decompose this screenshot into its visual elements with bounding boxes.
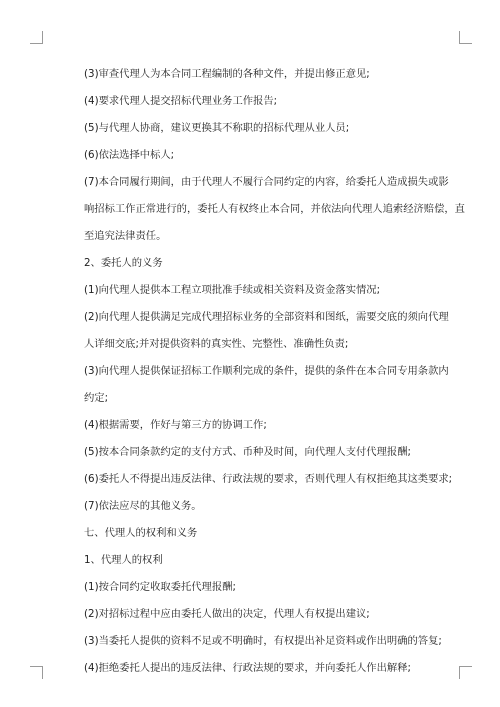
text-line: (2)向代理人提供满足完成代理招标业务的全部资料和图纸，需要交底的须向代理 [84, 311, 449, 323]
document-body [84, 64, 465, 675]
text-line: (1)按合同约定收取委托代理报酬; [84, 581, 236, 593]
text-line: (5)按本合同条款约定的支付方式、币种及时间，向代理人支付代理报酬; [84, 446, 411, 458]
text-line: (6)委托人不得提出违反法律、行政法规的要求，否则代理人有权拒绝其这类要求; [84, 473, 453, 485]
section-heading: 七、代理人的权利和义务 [84, 527, 198, 539]
text-line: (3)当委托人提供的资料不足或不明确时，有权提出补足资料或作出明确的答复; [84, 635, 442, 647]
crop-mark-bottom-left [30, 666, 43, 679]
text-line: (4)拒绝委托人提出的违反法律、行政法规的要求，并向委托人作出解释; [84, 662, 411, 674]
section-heading: 1、代理人的权利 [84, 554, 163, 566]
section-heading: 2、委托人的义务 [84, 257, 163, 269]
crop-mark-bottom-right [459, 666, 472, 679]
text-line: (1)向代理人提供本工程立项批准手续或相关资料及资金落实情况; [84, 284, 381, 296]
text-line: 人详细交底;并对提供资料的真实性、完整性、准确性负责; [84, 338, 349, 350]
text-line: (5)与代理人协商，建议更换其不称职的招标代理从业人员; [84, 122, 350, 134]
text-line: 响招标工作正常进行的，委托人有权终止本合同，并依法向代理人追索经济赔偿，直 [84, 203, 465, 215]
text-line: 至追究法律责任。 [84, 230, 167, 242]
text-line: (6)依法选择中标人; [84, 149, 175, 161]
text-line: (3)审查代理人为本合同工程编制的各种文件，并提出修正意见; [84, 68, 370, 80]
text-line: (4)根据需要，作好与第三方的协调工作; [84, 419, 267, 431]
crop-mark-top-left [30, 31, 43, 44]
text-line: (4)要求代理人提交招标代理业务工作报告; [84, 95, 278, 107]
text-line: (7)依法应尽的其他义务。 [84, 500, 202, 512]
text-line: (3)向代理人提供保证招标工作顺利完成的条件，提供的条件在本合同专用条款内 [84, 365, 449, 377]
text-line: (7)本合同履行期间，由于代理人不履行合同约定的内容，给委托人造成损失或影 [84, 176, 449, 188]
crop-mark-top-right [459, 31, 472, 44]
text-line: (2)对招标过程中应由委托人做出的决定，代理人有权提出建议; [84, 608, 370, 620]
text-line: 约定; [84, 392, 109, 404]
